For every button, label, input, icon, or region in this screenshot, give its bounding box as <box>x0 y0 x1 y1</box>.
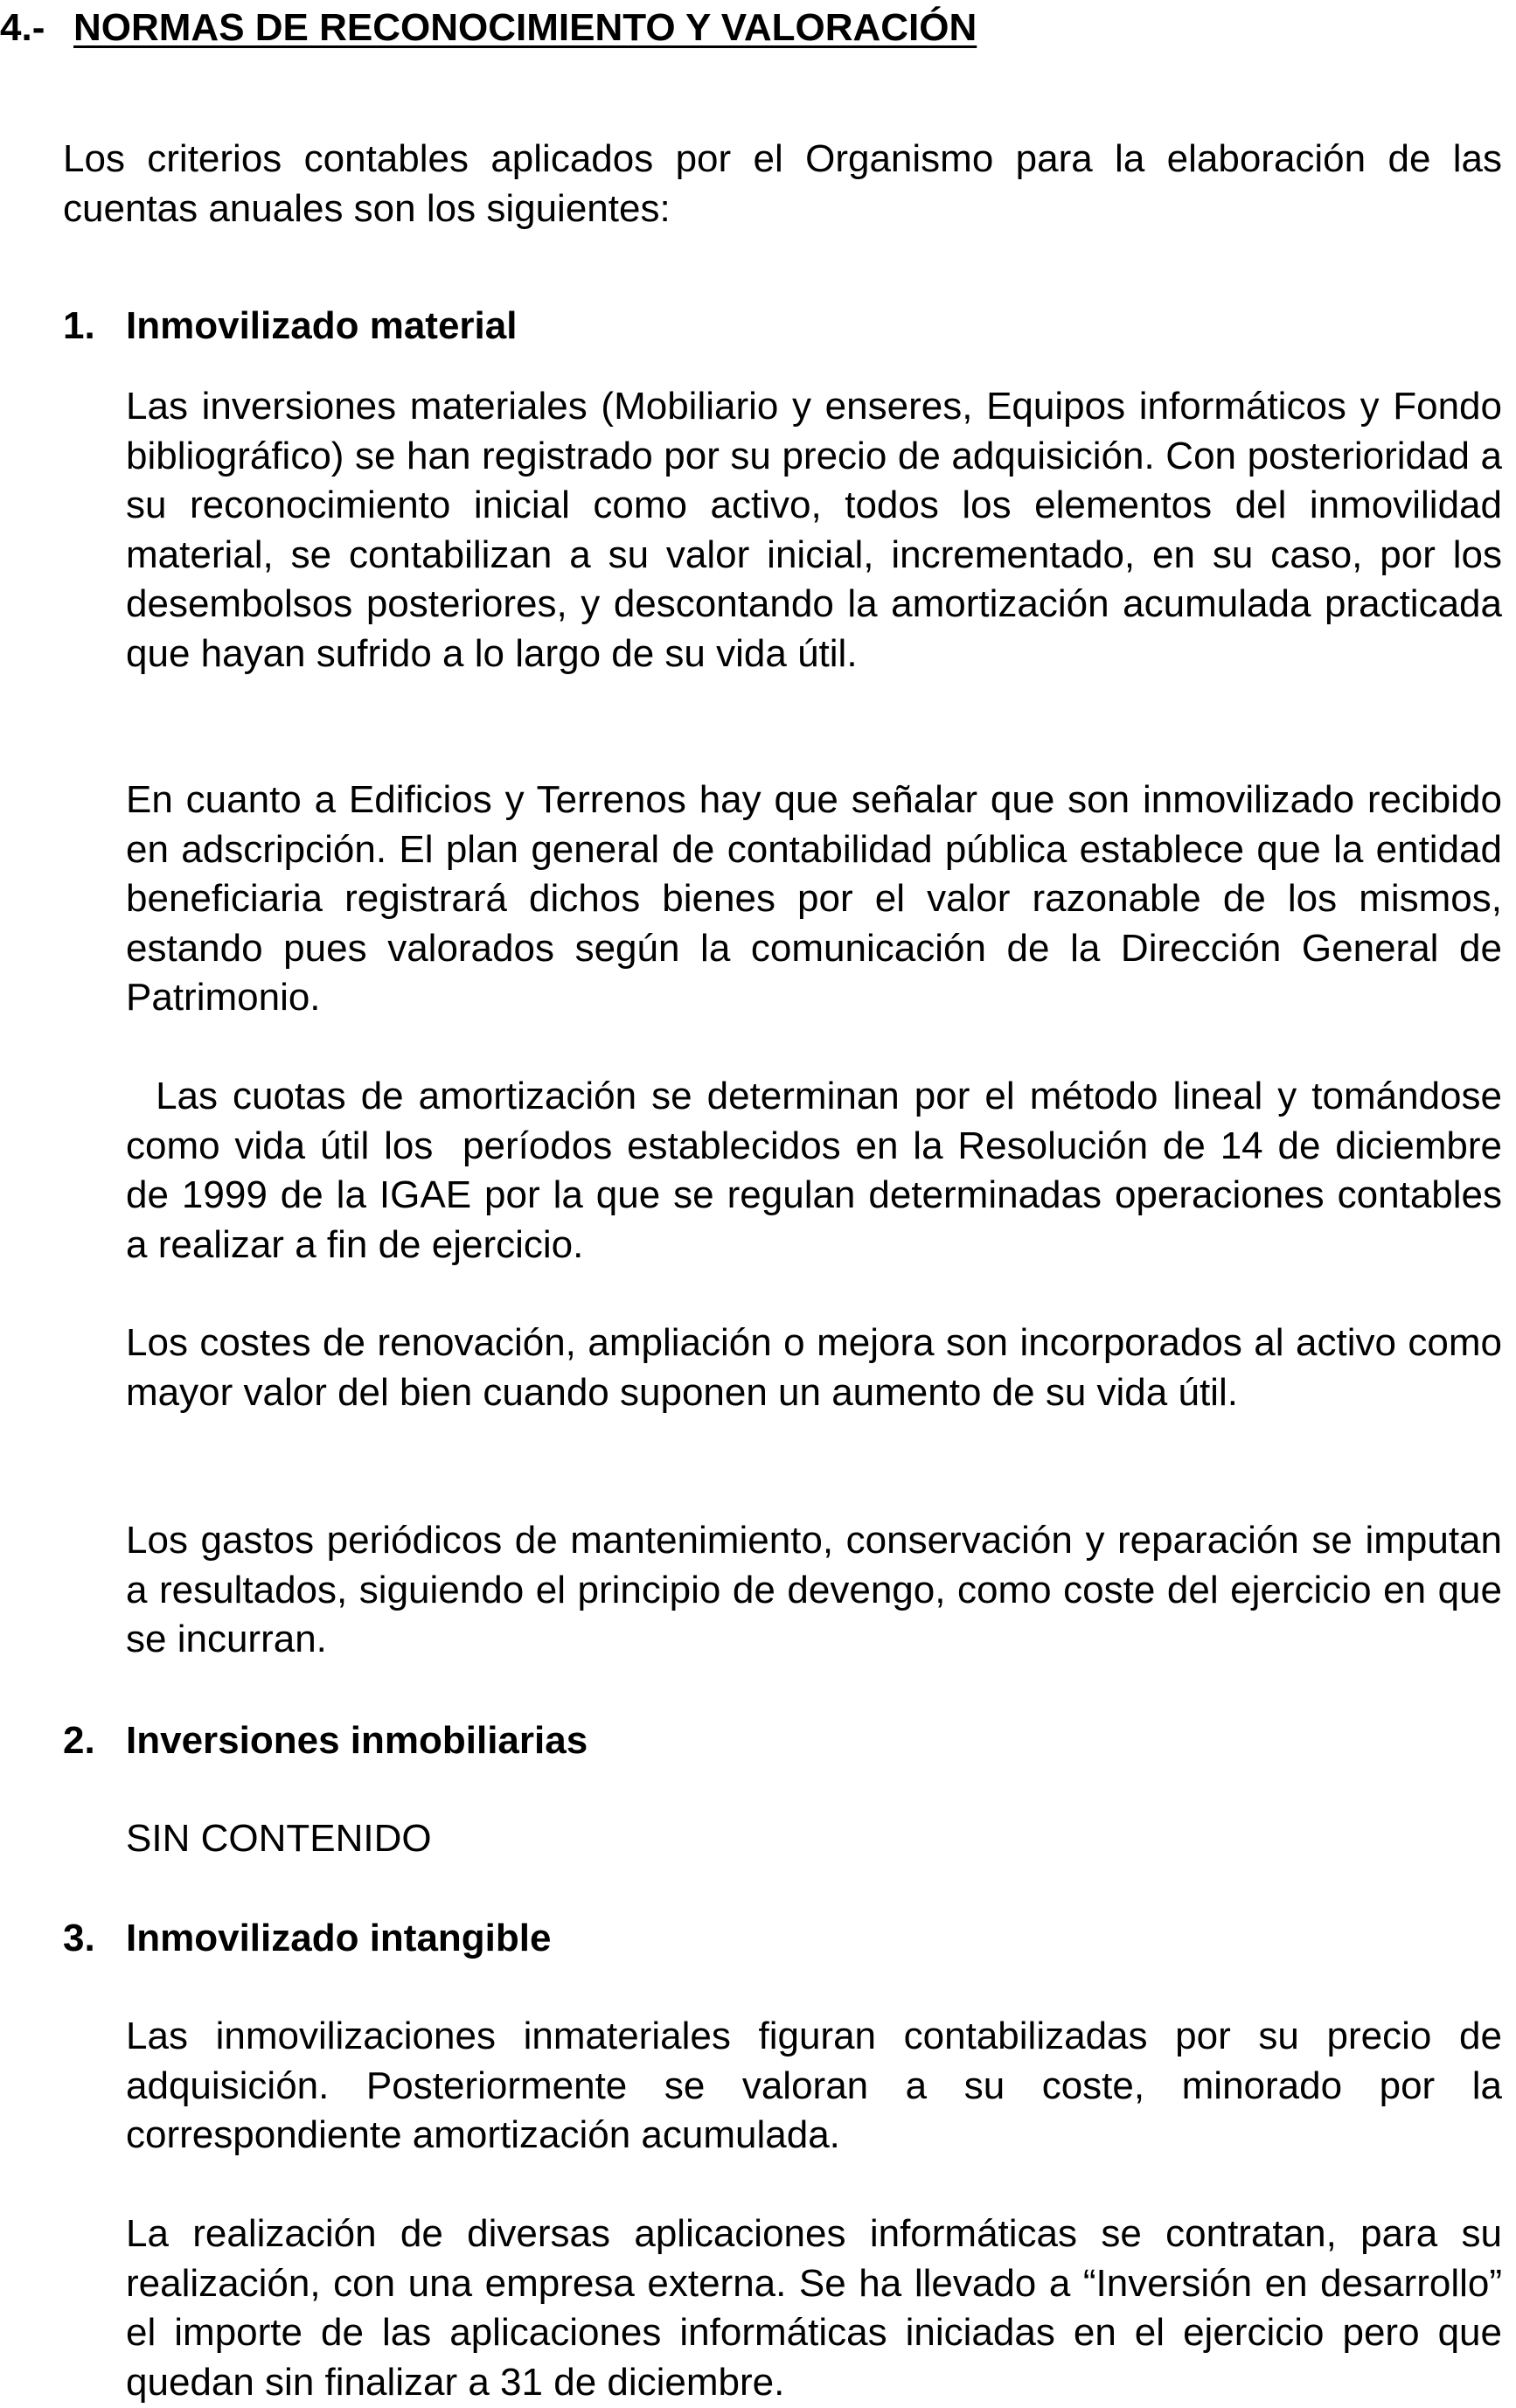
page-heading <box>0 3 977 52</box>
section-title: Inmovilizado intangible <box>126 1917 552 1959</box>
section-number: 2. <box>63 1719 95 1762</box>
section-heading <box>63 302 517 351</box>
intro-paragraph: Los criterios contables aplicados por el Organismo para la elaboración de las cuentas anuales son los siguientes: <box>63 137 1502 230</box>
heading-title: NORMAS DE RECONOCIMIENTO Y VALORACIÓN <box>73 6 977 49</box>
paragraph: En cuanto a Edificios y Terrenos hay que señalar que son inmovilizado recibido en adscripción. El plan general de contabilidad pública establece que la entidad beneficiaria registrará dichos bienes por el valor razonable de los mismos, estando pues valorados según la comunicación de la Dirección General de Patrimonio. <box>126 778 1502 1019</box>
section-heading <box>63 1716 588 1765</box>
section-heading <box>63 1914 551 1963</box>
paragraph: Las cuotas de amortización se determinan por el método lineal y tomándose como vida útil los períodos establecidos en la Resolución de 14 de diciembre de 1999 de la IGAE por la que se regulan determinadas operaciones contables a realizar a fin de ejercicio. <box>126 1075 1513 1266</box>
paragraph: Las inversiones materiales (Mobiliario y enseres, Equipos informáticos y Fondo bibliográfico) se han registrado por su precio de adquisición. Con posterioridad a su reconocimiento inicial como activo, todos los elementos del inmovilidad material, se contabilizan a su valor inicial, incrementado, en su caso, por los desembolsos posteriores, y descontando la amortización acumulada practicada que hayan sufrido a lo largo de su vida útil. <box>126 385 1502 675</box>
section-content: SIN CONTENIDO <box>126 1817 432 1860</box>
paragraph: Los gastos periódicos de mantenimiento, conservación y reparación se imputan a resultados, siguiendo el principio de devengo, como coste del ejercicio en que se incurran. <box>126 1519 1502 1660</box>
paragraph: Los costes de renovación, ampliación o mejora son incorporados al activo como mayor valor del bien cuando suponen un aumento de su vida útil. <box>126 1321 1502 1414</box>
paragraph: La realización de diversas aplicaciones informáticas se contratan, para su realización, con una empresa externa. Se ha llevado a “Inversión en desarrollo” el importe de las aplicaciones informáticas iniciadas en el ejercicio pero que quedan sin finalizar a 31 de diciembre. <box>126 2212 1502 2404</box>
paragraph: Las inmovilizaciones inmateriales figuran contabilizadas por su precio de adquisición. Posteriormente se valoran a su coste, minorado por la correspondiente amortización acumulada. <box>126 2015 1502 2156</box>
heading-number: 4.- <box>0 6 45 49</box>
section-title: Inversiones inmobiliarias <box>126 1719 588 1762</box>
section-title: Inmovilizado material <box>126 304 518 347</box>
section-number: 3. <box>63 1917 95 1959</box>
section-number: 1. <box>63 304 95 347</box>
